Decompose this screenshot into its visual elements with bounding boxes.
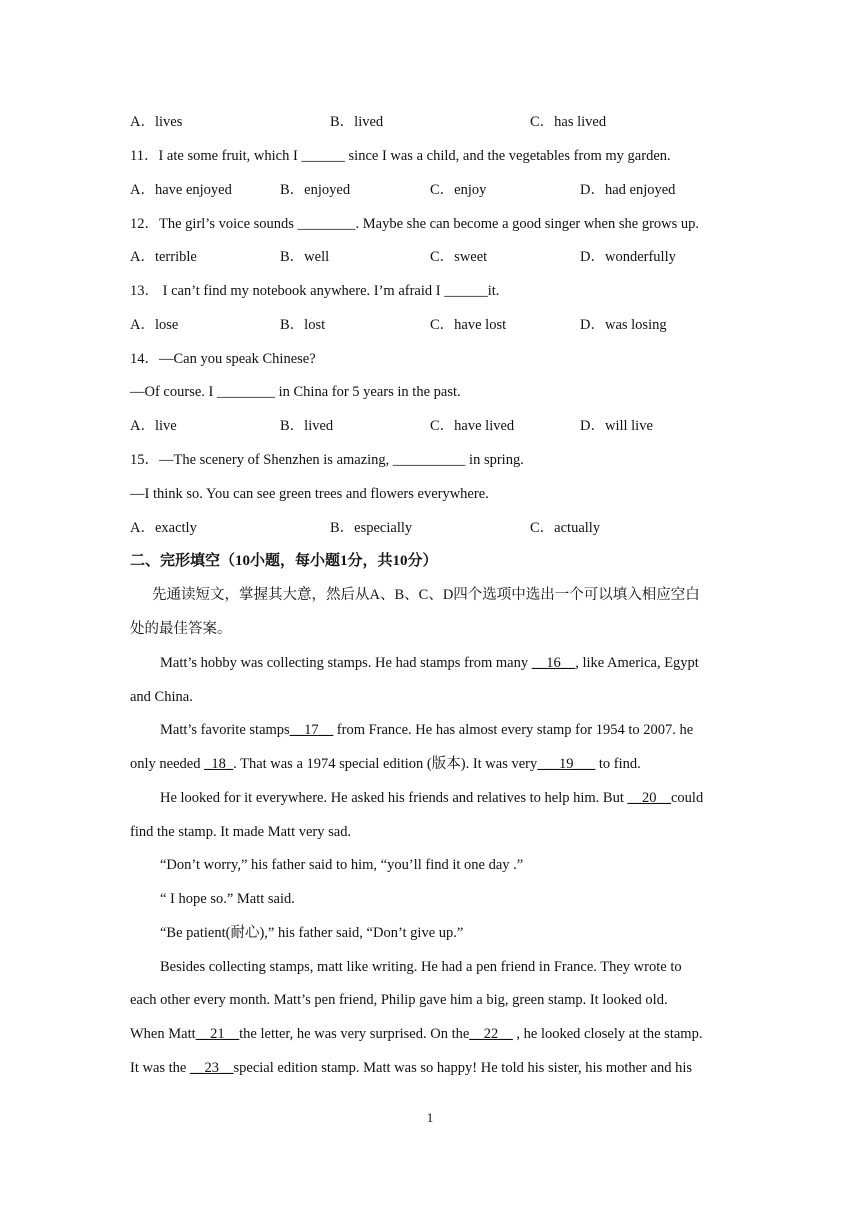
option-b: B．lived [330, 114, 384, 130]
option-d: D．had enjoyed [580, 182, 676, 198]
passage-line: “Be patient(耐心),” his father said, “Don’t give up.” [160, 925, 464, 941]
passage-line: only needed _18_. That was a 1974 special edition (版本). It was very___19___ to find. [130, 756, 641, 772]
question-15-stem: 15．—The scenery of Shenzhen is amazing, __________ in spring. [130, 452, 524, 468]
passage-line: Besides collecting stamps, matt like writing. He had a pen friend in France. They wrote to [160, 959, 682, 975]
option-a: A．exactly [130, 520, 197, 536]
option-a: A．have enjoyed [130, 182, 232, 198]
passage-line: He looked for it everywhere. He asked his friends and relatives to help him. But __20__could [160, 790, 704, 806]
passage-line: find the stamp. It made Matt very sad. [130, 824, 352, 840]
option-b: B．lost [280, 317, 326, 333]
question-14-stem-2: —Of course. I ________ in China for 5 years in the past. [130, 384, 461, 400]
blank-18: _18_ [204, 756, 234, 772]
option-d: D．was losing [580, 317, 667, 333]
option-b: B．enjoyed [280, 182, 351, 198]
option-a: A．lose [130, 317, 179, 333]
passage-line: each other every month. Matt’s pen friend, Philip gave him a big, green stamp. It looked old. [130, 992, 668, 1008]
option-c: C．sweet [430, 249, 488, 265]
question-11-stem: 11．I ate some fruit, which I ______ since I was a child, and the vegetables from my garden. [130, 148, 671, 164]
option-c: C．enjoy [430, 182, 487, 198]
blank-22: __22__ [469, 1026, 513, 1042]
blank-20: __20__ [627, 790, 671, 806]
blank-19: ___19___ [537, 756, 596, 772]
passage-line: Matt’s favorite stamps__17__ from France. He has almost every stamp for 1954 to 2007. he [160, 722, 694, 738]
option-b: B．especially [330, 520, 413, 536]
blank-16: __16__ [531, 655, 576, 671]
question-12-stem: 12．The girl’s voice sounds ________. Maybe she can become a good singer when she grows up. [130, 216, 700, 232]
option-c: C．has lived [530, 114, 607, 130]
section-heading: 二、完形填空（10小题，每小题1分，共10分） [130, 553, 438, 569]
option-b: B．lived [280, 418, 334, 434]
section-instruction-cont: 处的最佳答案。 [130, 621, 232, 637]
passage-line: and China. [130, 689, 193, 705]
option-c: C．have lost [430, 317, 507, 333]
option-a: A．live [130, 418, 177, 434]
option-d: D．wonderfully [580, 249, 676, 265]
option-a: A．terrible [130, 249, 197, 265]
passage-line: When Matt__21__the letter, he was very surprised. On the__22__ , he looked closely at the stamp. [130, 1026, 703, 1042]
question-15-stem-2: —I think so. You can see green trees and flowers everywhere. [130, 486, 489, 502]
blank-23: __23__ [190, 1060, 234, 1076]
section-instruction: 先通读短文，掌握其大意，然后从A、B、C、D四个选项中选出一个可以填入相应空白 [152, 587, 700, 603]
option-a: A．lives [130, 114, 183, 130]
option-c: C．have lived [430, 418, 515, 434]
page-number: 1 [426, 1110, 434, 1125]
option-d: D．will live [580, 418, 653, 434]
option-b: B．well [280, 249, 330, 265]
passage-line: Matt’s hobby was collecting stamps. He had stamps from many __16__, like America, Egypt [160, 655, 699, 671]
blank-21: __21__ [195, 1026, 240, 1042]
passage-line: “Don’t worry,” his father said to him, “you’ll find it one day .” [160, 857, 524, 873]
passage-line: “ I hope so.” Matt said. [160, 891, 295, 907]
passage-line: It was the __23__special edition stamp. Matt was so happy! He told his sister, his mother and his [130, 1060, 693, 1076]
option-c: C．actually [530, 520, 601, 536]
question-13-stem: 13． I can’t find my notebook anywhere. I’m afraid I ______it. [130, 283, 500, 299]
blank-17: __17__ [289, 722, 334, 738]
question-14-stem: 14．—Can you speak Chinese? [130, 351, 316, 367]
